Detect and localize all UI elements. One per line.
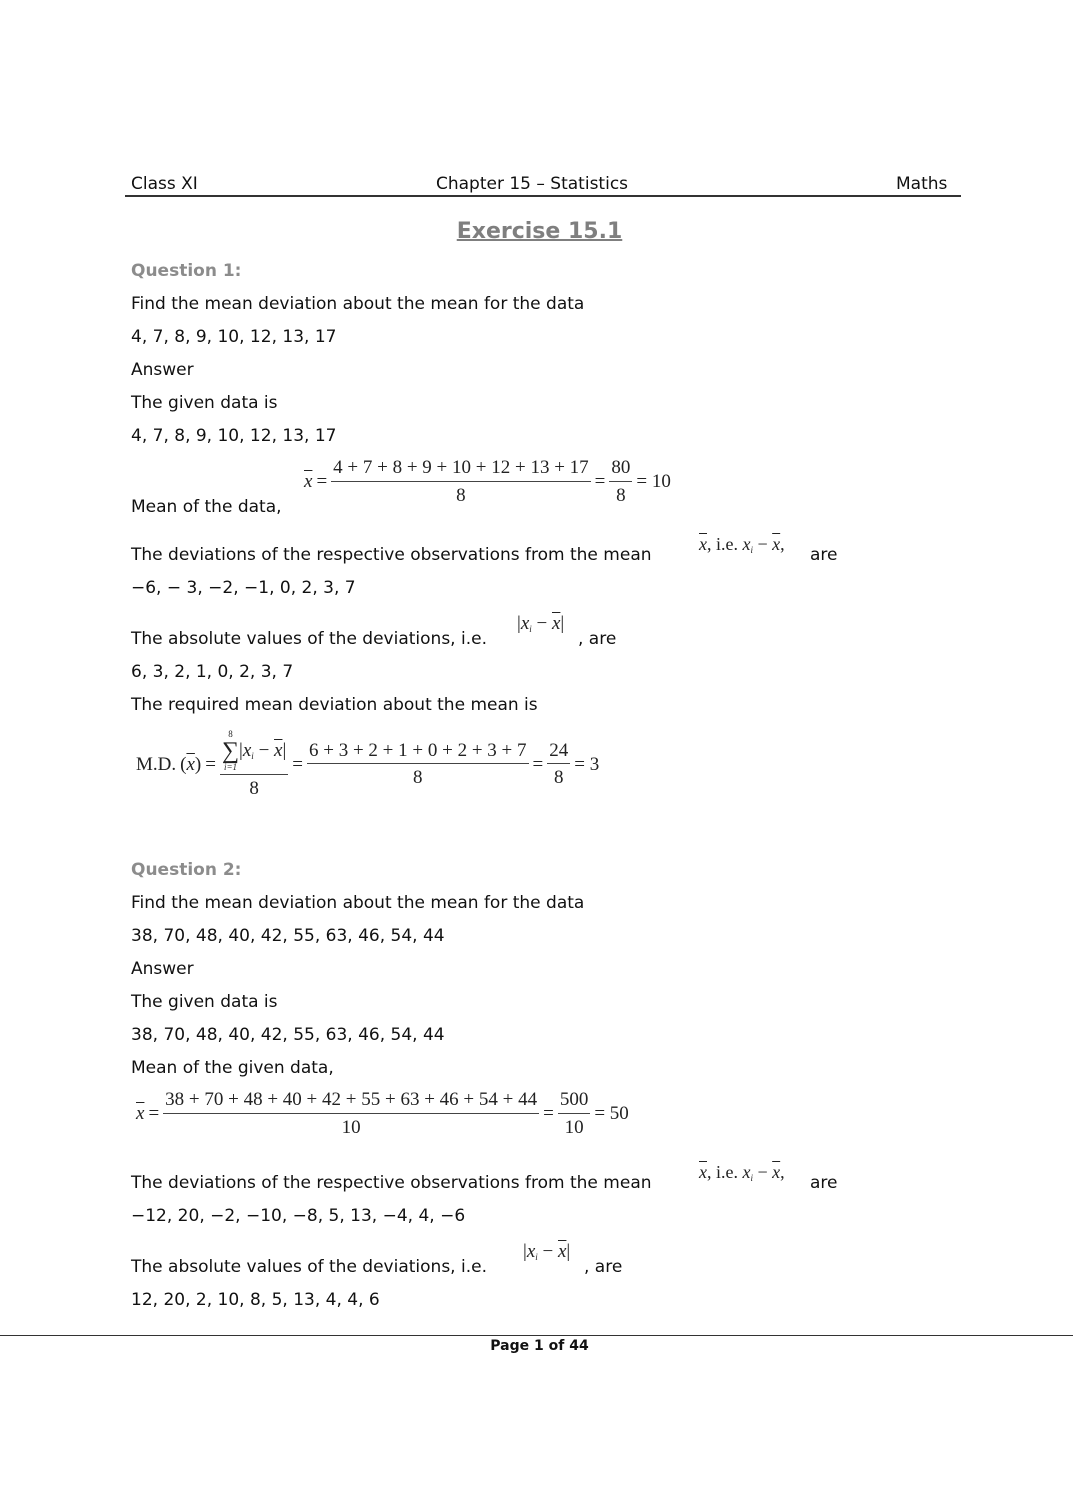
header-divider [125,195,961,197]
equals-sign: = [316,471,328,493]
question-1-md-equation [136,730,599,800]
equals-sign: = [532,753,544,775]
question-1-deviations-label: The deviations of the respective observations from the mean [131,545,652,565]
x-bar: $\overline{x}$ [304,471,313,493]
header-class: Class XI [131,174,198,194]
mean-denominator: 8 [456,484,466,506]
exercise-title [0,219,1079,244]
question-1-given-data: 4, 7, 8, 9, 10, 12, 13, 17 [131,426,337,446]
question-1-given-label: The given data is [131,393,278,413]
equals-sign: = [148,1103,160,1125]
question-1-deviations: −6, − 3, −2, −1, 0, 2, 3, 7 [131,578,356,598]
question-2-abs-values: 12, 20, 2, 10, 8, 5, 13, 4, 4, 6 [131,1290,380,1310]
question-1-mean-label: Mean of the data, [131,497,282,517]
mean-fraction [331,458,591,507]
equals-sign: = [205,753,216,775]
mean-numerator: 38 + 70 + 48 + 40 + 42 + 55 + 63 + 46 + 54 + 44 [163,1090,539,1114]
page-number: Page 1 of 44 [490,1338,589,1354]
mean-denominator-2: 10 [564,1116,584,1138]
question-1-deviations-math: $\overline{x}$, i.e. $x_i - \overline{x}$, [699,534,785,555]
header-subject: Maths [896,174,948,194]
abs-term: $|x_i - \overline{x}|$ [239,739,287,761]
md-numerator-2: 6 + 3 + 2 + 1 + 0 + 2 + 3 + 7 [307,741,529,765]
mean-denominator: 10 [341,1116,361,1138]
question-1-abs-suffix: , are [578,629,617,649]
md-sum-fraction [220,730,288,800]
mean-result: = 50 [594,1103,629,1125]
md-result: = 3 [574,753,600,775]
question-1-abs-label: The absolute values of the deviations, i.e. [131,629,487,649]
mean-fraction-2 [558,1090,591,1139]
mean-numerator-2: 80 [609,458,632,482]
question-2-answer-label: Answer [131,959,194,979]
question-2-given-data: 38, 70, 48, 40, 42, 55, 63, 46, 54, 44 [131,1025,445,1045]
footer-divider [0,1335,1073,1336]
question-1-prompt: Find the mean deviation about the mean for the data [131,294,585,314]
question-1-data: 4, 7, 8, 9, 10, 12, 13, 17 [131,327,337,347]
mean-fraction-2 [609,458,632,507]
question-2-prompt: Find the mean deviation about the mean for the data [131,893,585,913]
question-2-deviations: −12, 20, −2, −10, −8, 5, 13, −4, 4, −6 [131,1206,466,1226]
question-1-mean-equation [304,458,671,507]
question-1-abs-math: $|x_i - \overline{x}|$ [517,613,565,634]
mean-denominator-2: 8 [616,484,626,506]
question-2-deviations-suffix: are [810,1173,838,1193]
question-1-abs-values: 6, 3, 2, 1, 0, 2, 3, 7 [131,662,294,682]
question-2-deviations-label: The deviations of the respective observations from the mean [131,1173,652,1193]
sigma-icon: ∑ [221,738,240,764]
mean-result: = 10 [636,471,671,493]
question-2-abs-suffix: , are [584,1257,623,1277]
question-2-heading: Question 2: [131,860,242,880]
sum-lower: i=1 [223,762,238,772]
mean-numerator: 4 + 7 + 8 + 9 + 10 + 12 + 13 + 17 [331,458,591,482]
md-arg: $(\overline{x})$ [180,753,202,775]
question-1-required-label: The required mean deviation about the mean is [131,695,538,715]
question-2-abs-label: The absolute values of the deviations, i.e. [131,1257,487,1277]
sigma-block [222,730,239,772]
question-2-mean-label: Mean of the given data, [131,1058,334,1078]
question-2-data: 38, 70, 48, 40, 42, 55, 63, 46, 54, 44 [131,926,445,946]
md-denominator-3: 8 [553,767,564,789]
question-2-given-label: The given data is [131,992,278,1012]
question-1-answer-label: Answer [131,360,194,380]
md-fraction-2 [307,741,529,790]
exercise-title-text: Exercise 15.1 [456,219,623,244]
mean-fraction [163,1090,539,1139]
mean-numerator-2: 500 [558,1090,591,1114]
question-2-deviations-math: $\overline{x}$, i.e. $x_i - \overline{x}$, [699,1162,785,1183]
sum-upper: 8 [228,729,233,739]
md-sum-numerator [220,730,288,775]
md-denominator-2: 8 [413,767,423,789]
question-2-abs-math: $|x_i - \overline{x}|$ [523,1241,571,1262]
md-numerator-3: 24 [547,741,570,765]
x-bar: $\overline{x}$ [136,1103,145,1125]
question-2-mean-equation [136,1090,629,1139]
question-1-deviations-suffix: are [810,545,838,565]
md-label: M.D. [136,753,177,775]
equals-sign: = [594,471,606,493]
md-fraction-3 [547,741,570,790]
md-denominator: 8 [249,778,259,799]
question-1-heading: Question 1: [131,261,242,281]
equals-sign: = [543,1103,554,1125]
header-chapter: Chapter 15 – Statistics [436,174,629,194]
equals-sign: = [292,753,303,775]
